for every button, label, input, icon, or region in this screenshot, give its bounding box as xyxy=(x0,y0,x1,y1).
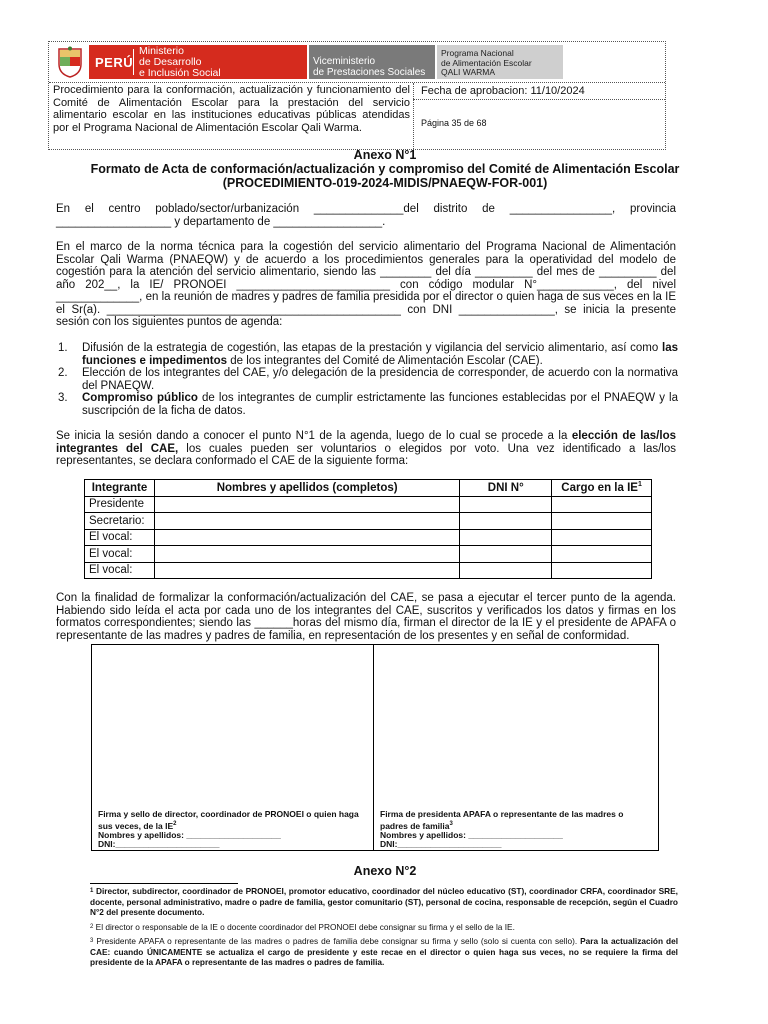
agenda-item: Difusión de la estrategia de cogestión, las etapas de la prestación y vigilancia del servicio alimentario, así como las funciones e impedimentos de los integrantes del Comité de Alimentación Escolar (CAE). xyxy=(82,342,678,367)
agenda-number: 1. xyxy=(58,342,68,354)
apafa-signature-caption: Firma de presidenta APAFA o representante de las madres o padres de familia$^3$ xyxy=(380,809,624,831)
director-signature-area[interactable] xyxy=(98,810,366,850)
role-cell: Presidente xyxy=(85,496,155,513)
director-dni-field: DNI:______________________ xyxy=(98,839,220,850)
agenda-item: Elección de los integrantes del CAE, y/o delegación de la presidencia de corresponder, de acuerdo con la normativa del PNAEQW. xyxy=(82,367,678,392)
table-row xyxy=(85,529,652,546)
col-header: DNI N° xyxy=(460,480,552,497)
role-cell: Secretario: xyxy=(85,513,155,530)
name-cell[interactable] xyxy=(154,562,459,579)
apafa-name-field: Nombres y apellidos: ____________________ xyxy=(380,829,563,840)
footnote: $^1$ Director, subdirector, coordinador de PRONOEI, promotor educativo, coordinador del núcleo educativo (ST), coordinador CRFA, coordinador SRE, docente, personal administrativo, madre o padre de familia, gestor comunitario (ST), personal de cocina, responsable de recepción, según el Cuadro N°2 del presente documento. xyxy=(90,886,678,917)
agenda-item: Compromiso público de los integrantes de cumplir estrictamente las funciones establecidas por el PNAEQW y la suscripción de la ficha de datos. xyxy=(82,392,679,417)
logo-strip xyxy=(49,42,665,83)
role-cell: El vocal: xyxy=(85,529,155,546)
apafa-signature-area[interactable] xyxy=(380,810,648,850)
director-name-field: Nombres y apellidos: ____________________ xyxy=(98,829,281,840)
page-number: Página 35 de 68 xyxy=(421,118,487,128)
role-cell: El vocal: xyxy=(85,546,155,563)
ministry-logo xyxy=(89,45,307,79)
closing-paragraph: Con la finalidad de formalizar la conformación/actualización del CAE, se pasa a ejecutar el tercer punto de la agenda. Habiendo sido leída el acta por cada uno de los integrantes del CAE, suscritos y verificados los datos y firmas en los formatos correspondientes; siendo las ______horas del mismo día, firman el director de la IE y el presidente de APAFA o representante de las madres y padres de familia, en representación de los presentes y en señal de conformidad. xyxy=(56,592,676,642)
location-paragraph: En el centro poblado/sector/urbanización ______________del distrito de ________________, provincia __________________ y departamento de _________________. xyxy=(56,203,676,228)
annex2-title: Anexo N°2 xyxy=(353,864,417,878)
dni-cell[interactable] xyxy=(460,496,552,513)
name-cell[interactable] xyxy=(154,546,459,563)
director-signature-caption: Firma y sello de director, coordinador de PRONOEI o quien haga sus veces, de la $IE^2$ xyxy=(98,809,359,831)
intro-paragraph: En el marco de la norma técnica para la cogestión del servicio alimentario del Programa Nacional de Alimentación Escolar Qali Warma (PNAEQW) y de acuerdo a los procedimientos generales para la operatividad del modelo de cogestión para la atención del servicio alimentario, siendo las ________ del día _________ del mes de _________ del año 202__, la IE/ PRONOEI ________________________ con código modular N°____________, del nivel _____________, en la reunión de madres y padres de familia presidida por el director o quien haga de sus veces en la IE el Sr(a). ______________________________________________ con DNI _______________, se inicia la presente sesión con los siguientes puntos de agenda: xyxy=(56,241,676,328)
annex-title: Anexo N°1 xyxy=(353,148,417,162)
name-cell[interactable] xyxy=(154,496,459,513)
agenda-number: 2. xyxy=(58,367,68,379)
col-header: Cargo en la $IE^1$ xyxy=(552,480,652,497)
table-row xyxy=(85,496,652,513)
position-cell[interactable] xyxy=(552,546,652,563)
signature-box xyxy=(91,644,659,851)
program-logo xyxy=(437,45,563,79)
table-header-row xyxy=(85,480,652,497)
name-cell[interactable] xyxy=(154,513,459,530)
dni-cell[interactable] xyxy=(460,513,552,530)
dni-cell[interactable] xyxy=(460,529,552,546)
role-cell: El vocal: xyxy=(85,562,155,579)
header-divider xyxy=(413,83,414,149)
table-row xyxy=(85,513,652,530)
position-cell[interactable] xyxy=(552,496,652,513)
election-paragraph: Se inicia la sesión dando a conocer el punto N°1 de la agenda, luego de lo cual se procede a la elección de las/los integrantes del CAE, los cuales pueden ser voluntarios o elegidos por voto. Una vez identificado a las/los representantes, se declara conformado el CAE de la siguiente forma: xyxy=(56,430,677,467)
position-cell[interactable] xyxy=(552,513,652,530)
position-cell[interactable] xyxy=(552,529,652,546)
footnote: $^3$ Presidente APAFA o representante de las madres o padres de familia debe consignar su firma y sello (solo si cuenta con sello). Para la actualización del CAE: cuando ÚNICAMENTE se actualiza el cargo de presidente y este recae en el director o quien haga sus veces, no se requiere la firma del presidente de la APAFA o representante de las madres o padres de familia. xyxy=(90,936,678,967)
ministry-name: Ministerio de Desarrollo e Inclusión Social xyxy=(139,45,221,79)
annex-code: (PROCEDIMIENTO-019-2024-MIDIS/PNAEQW-FOR-001) xyxy=(222,176,548,190)
viceministry-logo xyxy=(309,45,435,79)
col-header: Integrante xyxy=(85,480,155,497)
coat-of-arms-icon xyxy=(57,46,83,78)
peru-brand: PERÚ xyxy=(95,55,134,70)
approval-date: Fecha de aprobacion: 11/10/2024 xyxy=(421,85,585,97)
viceministry-name: Viceministerio de Prestaciones Sociales xyxy=(313,56,426,78)
cae-members-table xyxy=(84,479,652,579)
annex-subtitle: Formato de Acta de conformación/actualización y compromiso del Comité de Alimentación Escolar xyxy=(90,162,680,176)
procedure-title: Procedimiento para la conformación, actualización y funcionamiento del Comité de Alimentación Escolar para la prestación del servicio alimentario escolar en las instituciones educativas públicas atendidas por el Programa Nacional de Alimentación Escolar Qali Warma. xyxy=(53,84,410,134)
document-header xyxy=(48,41,666,150)
table-row xyxy=(85,562,652,579)
col-header: Nombres y apellidos (completos) xyxy=(154,480,459,497)
header-divider xyxy=(413,99,665,100)
dni-cell[interactable] xyxy=(460,562,552,579)
signature-divider xyxy=(373,645,374,850)
table-row xyxy=(85,546,652,563)
program-name: Programa Nacional de Alimentación Escolar QALI WARMA xyxy=(441,48,532,77)
agenda-number: 3. xyxy=(58,392,68,404)
name-cell[interactable] xyxy=(154,529,459,546)
footnote-rule xyxy=(90,883,238,884)
position-cell[interactable] xyxy=(552,562,652,579)
logo-separator xyxy=(133,49,134,75)
apafa-dni-field: DNI:______________________ xyxy=(380,839,502,850)
dni-cell[interactable] xyxy=(460,546,552,563)
footnote: $^2$ El director o responsable de la IE o docente coordinador del PRONOEI debe consignar su firma y el sello de la IE. xyxy=(90,922,515,932)
